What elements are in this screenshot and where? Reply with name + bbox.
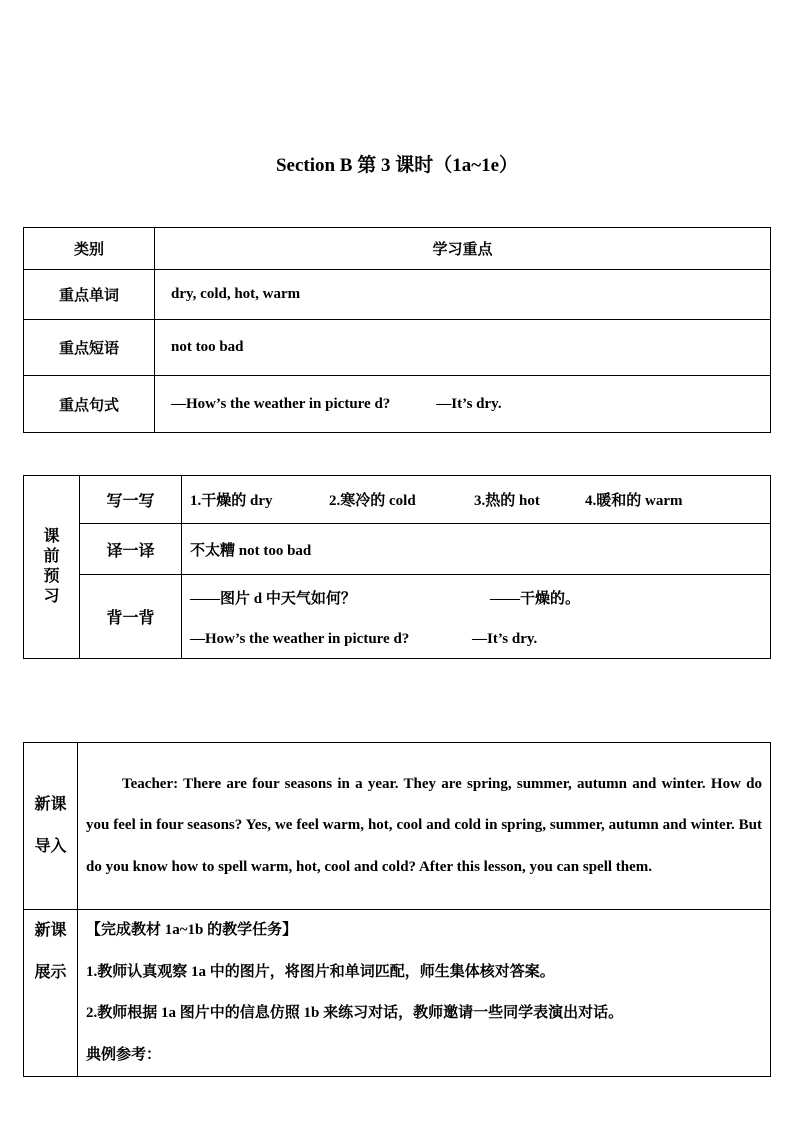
row-value: not too bad [155,320,771,376]
intro-paragraph: Teacher: There are four seasons in a year. They are spring, summer, autumn and winter. How do you feel in four seasons? Yes, we feel warm, hot, cool and cold in spring, summer, autumn and winter. But do you know how to spell warm, hot, cool and cold? After this lesson, you can spell them. [78,743,771,910]
word-item: 2.寒冷的 cold [329,493,416,509]
recite-line-en [190,629,770,649]
focus-table [23,227,771,433]
side-label-cell [24,743,78,910]
side-label-line: 导入 [34,838,67,855]
row-label: 重点句式 [24,376,155,433]
table-row [24,524,771,575]
lesson-table [23,742,771,1077]
show-line: 典例参考： [86,1046,162,1063]
recite-answer-en: —It’s dry. [472,630,538,647]
table-row [24,270,771,320]
row-label: 写一写 [80,476,182,524]
side-label-line: 展示 [34,964,67,981]
table-row [24,743,771,910]
side-label-cell [24,476,80,659]
row-value [155,376,771,433]
row-value: 不太糟 not too bad [182,524,771,575]
table-row [24,476,771,524]
row-label: 背一背 [80,575,182,659]
recite-question-cn: ——图片 d 中天气如何？ [190,590,356,607]
table-row [24,320,771,376]
header-focus: 学习重点 [155,228,771,270]
side-label: 课前预习 [43,528,60,605]
word-item: 1.干燥的 dry [190,493,273,509]
recite-line-cn [190,585,770,609]
recite-question-en: —How’s the weather in picture d? [190,630,410,647]
show-line: 1.教师认真观察 1a 中的图片，将图片和单词匹配，师生集体核对答案。 [86,963,555,980]
table-row [24,910,771,1077]
row-value [182,575,771,659]
show-line: 【完成教材 1a~1b 的教学任务】 [86,922,298,938]
table-row [24,575,771,659]
side-label-cell [24,910,78,1077]
word-item: 4.暖和的 warm [585,493,683,509]
sentence-question: —How’s the weather in picture d? [171,395,391,412]
table-row [24,376,771,433]
side-label-line: 新课 [34,796,67,813]
row-value: dry, cold, hot, warm [155,270,771,320]
header-category: 类别 [24,228,155,270]
word-item: 3.热的 hot [474,493,540,509]
side-label-line: 新课 [34,922,67,939]
recite-answer-cn: ——干燥的。 [490,590,581,607]
row-label: 重点短语 [24,320,155,376]
row-value [182,476,771,524]
preview-table [23,475,771,659]
page-title: Section B 第 3 课时（1a~1e） [275,155,519,176]
table-header-row [24,228,771,270]
sentence-answer: —It’s dry. [436,395,502,412]
row-label: 译一译 [80,524,182,575]
show-content [78,910,771,1077]
show-line: 2.教师根据 1a 图片中的信息仿照 1b 来练习对话，教师邀请一些同学表演出对话。 [86,1005,624,1021]
row-label: 重点单词 [24,270,155,320]
